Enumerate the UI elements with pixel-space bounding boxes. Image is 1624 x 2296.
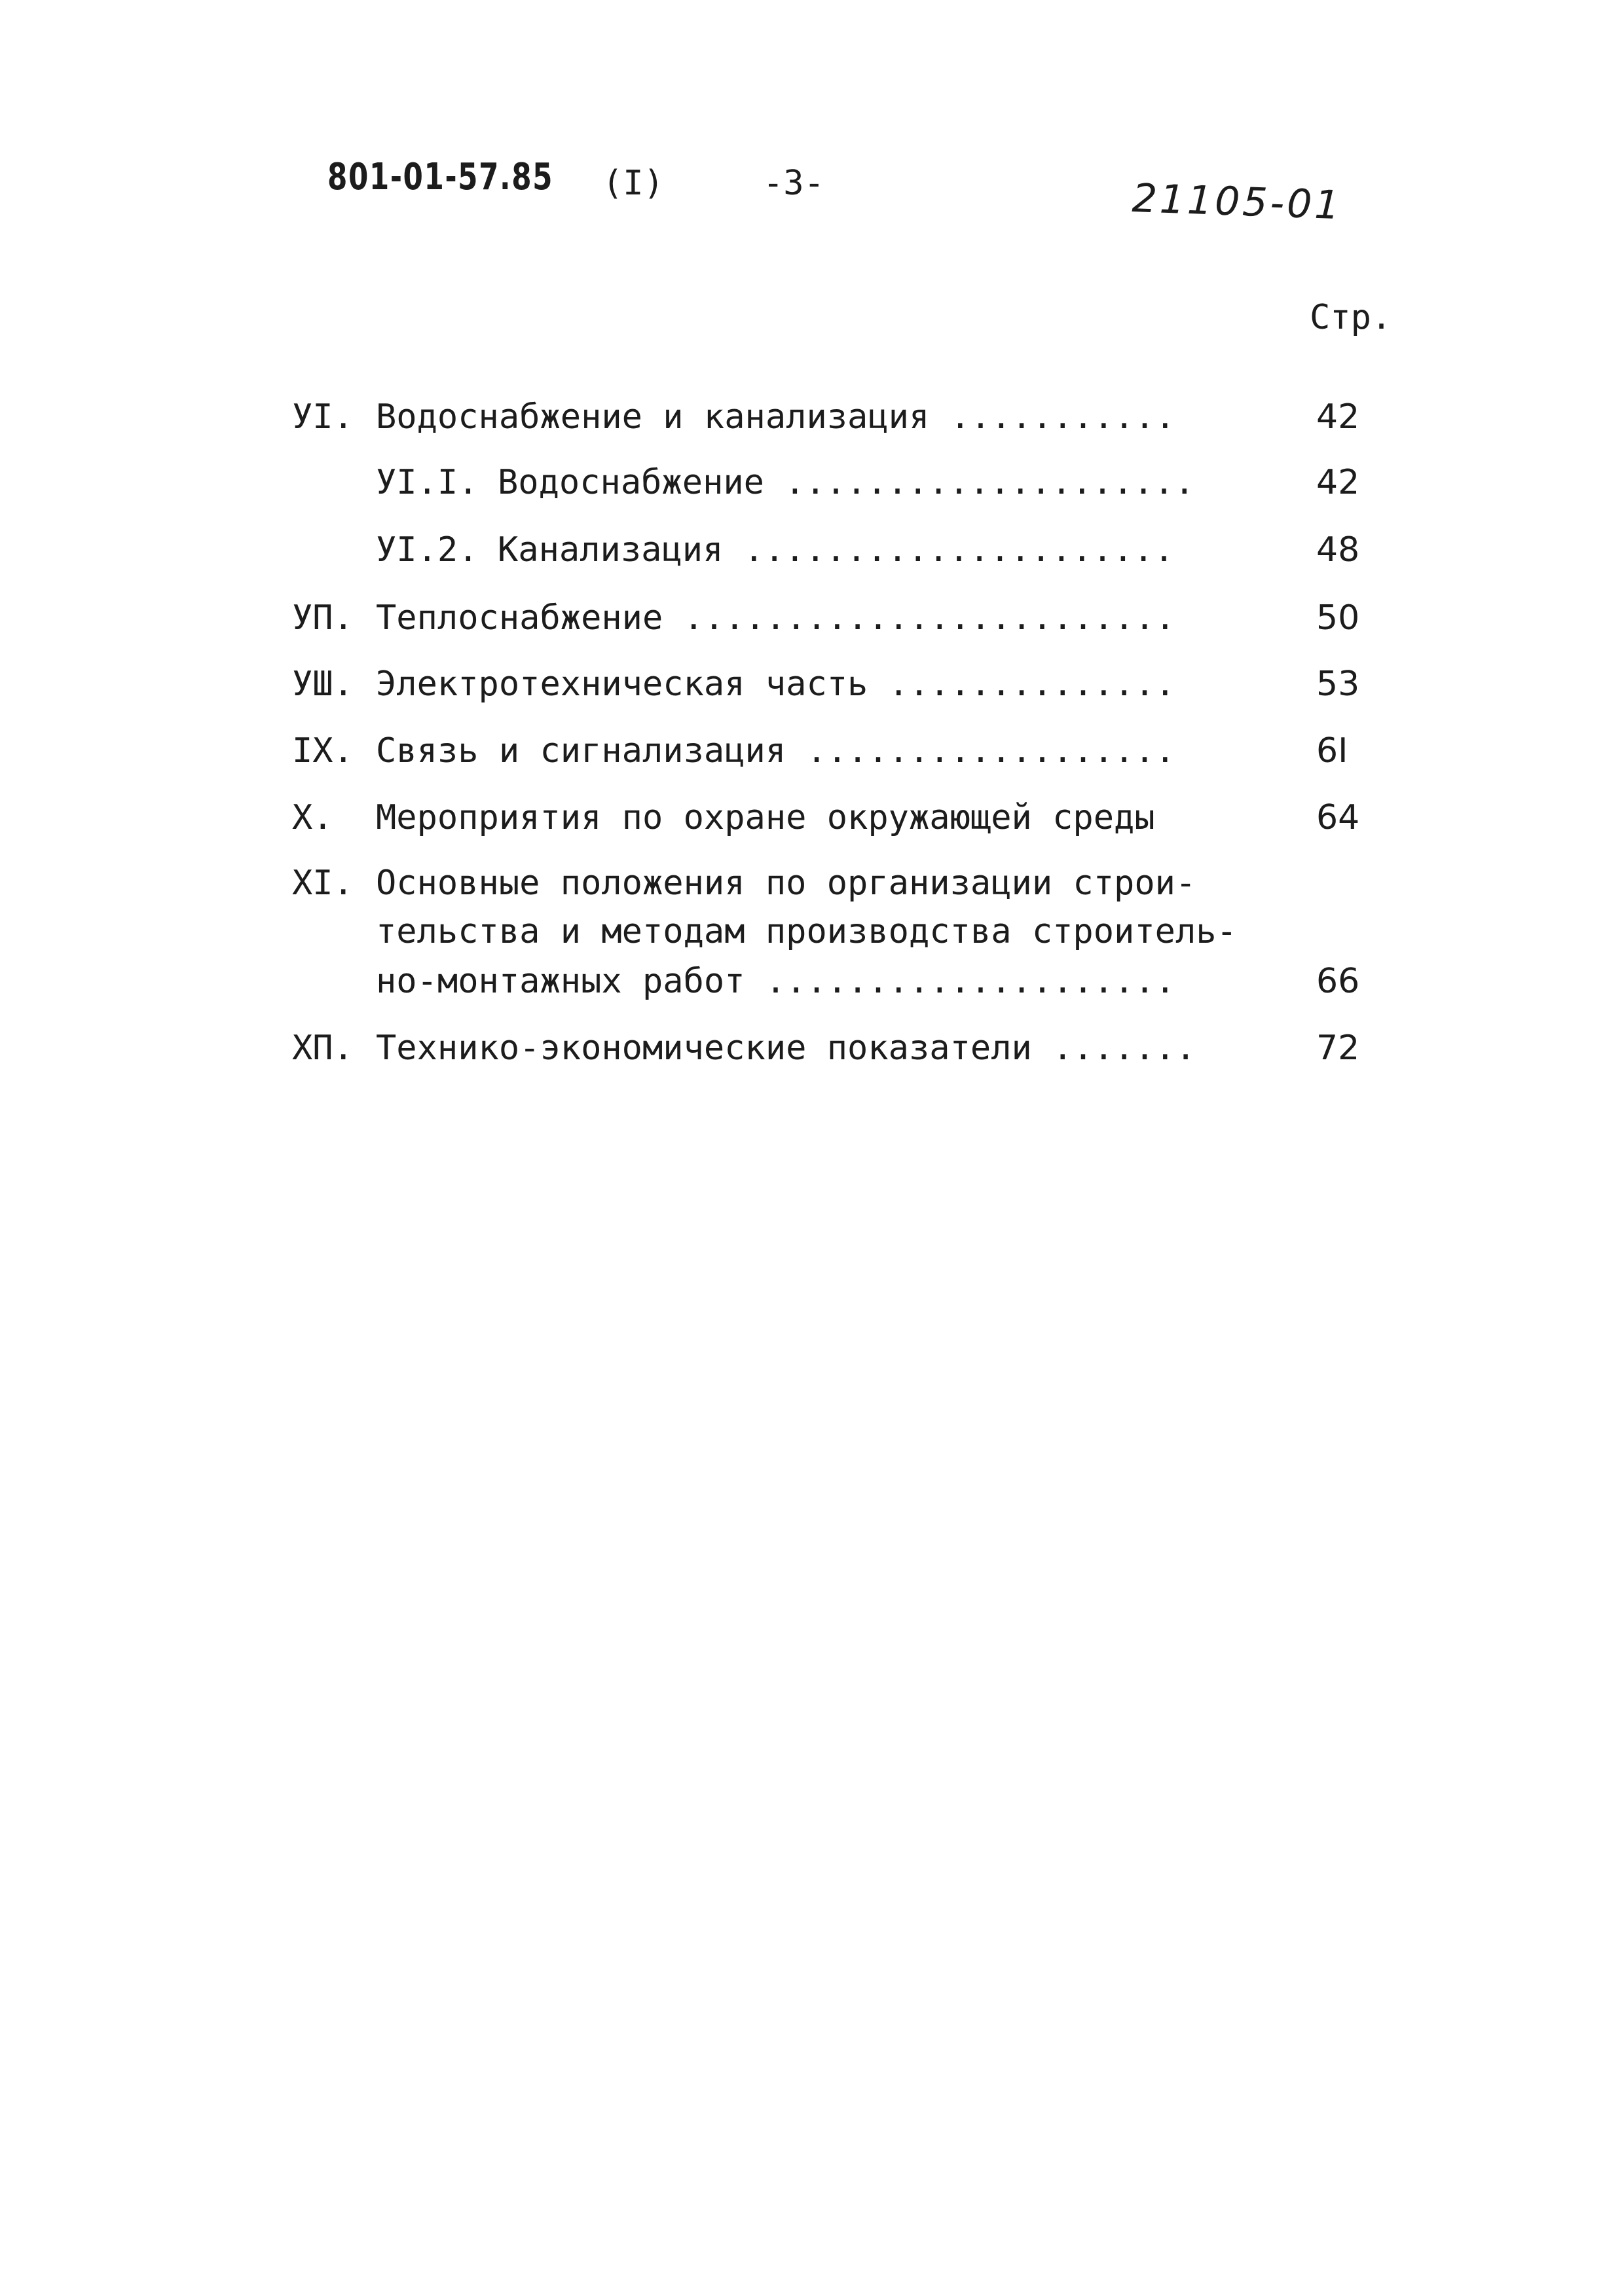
document-code: 801-01-57.85 [327, 156, 554, 198]
toc-entry-page: 42 [1316, 463, 1360, 502]
toc-entry-title-line-3: но-монтажных работ .................... [376, 962, 1175, 1001]
toc-entry-title-line-2: тельства и методам производства строитель- [376, 912, 1237, 951]
toc-entry-number: УI.2. [376, 530, 479, 570]
toc-entry-title: Водоснабжение и канализация ........... [376, 397, 1175, 437]
page-column-label: Стр. [1310, 298, 1392, 337]
toc-entry-page: 6I [1316, 731, 1348, 771]
toc-entry-page: 50 [1316, 598, 1360, 638]
page-number: -3- [763, 164, 824, 203]
toc-entry-title: Мероприятия по охране окружающей среды [376, 798, 1155, 837]
toc-entry-number: УШ. [292, 665, 354, 704]
toc-entry-title: Водоснабжение .................... [498, 463, 1195, 502]
toc-entry-title: Технико-экономические показатели ....... [376, 1029, 1196, 1068]
toc-entry-page: 64 [1316, 798, 1360, 837]
toc-entry-title: Связь и сигнализация .................. [376, 731, 1175, 771]
toc-entry-page: 42 [1316, 397, 1360, 437]
toc-entry-page: 66 [1316, 962, 1360, 1001]
toc-entry-page: 53 [1316, 665, 1360, 704]
toc-entry-number: УI. [292, 397, 354, 437]
toc-entry-number: УП. [292, 598, 354, 638]
toc-entry-number: XП. [292, 1029, 354, 1068]
part-number: (I) [602, 164, 664, 203]
toc-entry-number: XI. [292, 864, 354, 903]
toc-entry-title: Основные положения по организации строи- [376, 864, 1196, 903]
toc-entry-title: Электротехническая часть .............. [376, 665, 1175, 704]
toc-entry-page: 48 [1316, 530, 1360, 570]
toc-entry-title: Канализация ..................... [498, 530, 1175, 570]
toc-entry-page: 72 [1316, 1029, 1360, 1068]
toc-entry-number: УI.I. [376, 463, 479, 502]
handwritten-number: 21105-01 [1131, 175, 1343, 229]
toc-entry-number: IX. [292, 731, 354, 771]
toc-entry-title: Теплоснабжение ........................ [376, 598, 1175, 638]
toc-entry-number: X. [292, 798, 333, 837]
